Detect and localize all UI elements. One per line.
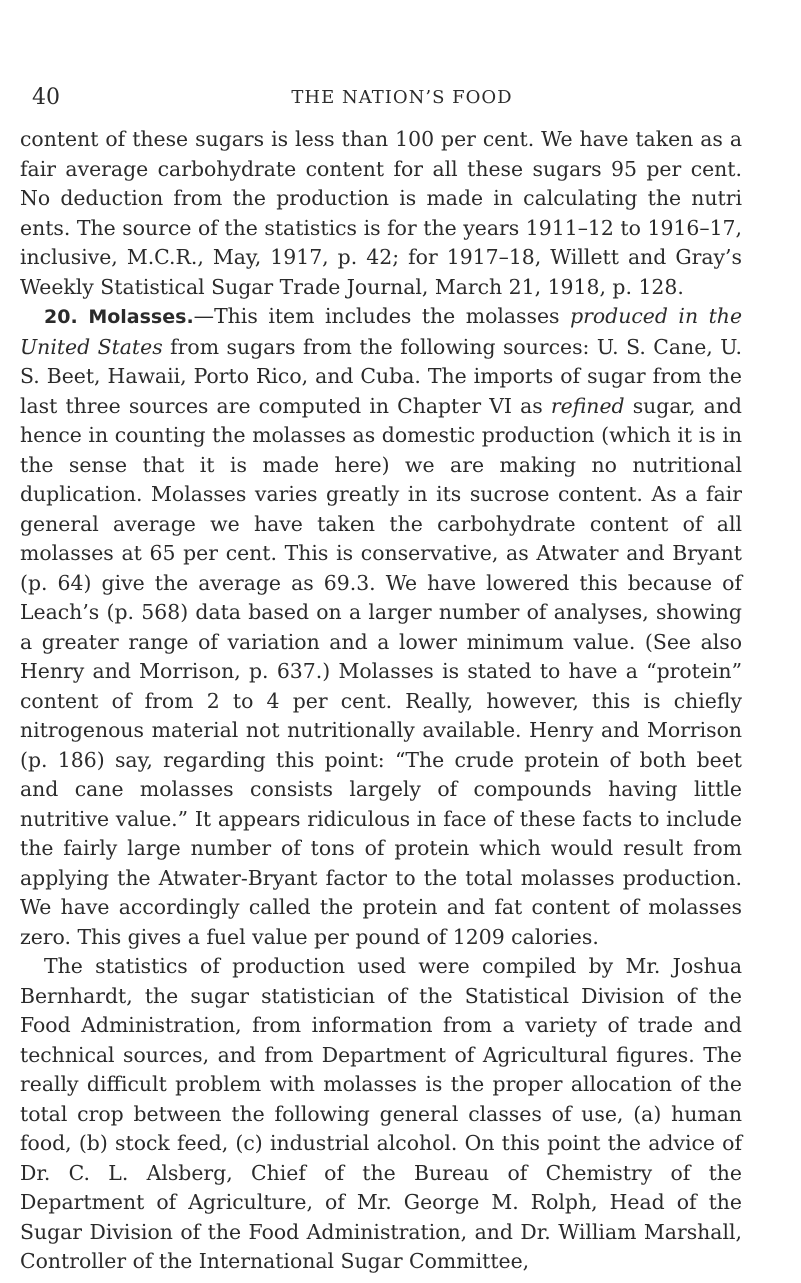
molasses-emphasis-refined: refined — [550, 393, 625, 418]
paragraph-sugar-continuation: content of these sugars is less than 100 per cent. We have taken as a fair average carbohydrate content for all these sugars 95 per cent. No deduction from the production is made in calculating the nutri ents. The source of the statistics is for the years 1911–12 to 1916–17, inclusive, M.C.R., May, 1917, p. 42; for 1917–18, Willett and Gray’s Weekly Statistical Sugar Trade Journal, March 21, 1918, p. 128. — [20, 127, 742, 299]
body-text — [20, 125, 742, 1277]
molasses-text-c: sugar, and hence in counting the molasses as domestic production (which it is in the sense that it is made here) we are making no nutritional duplication. Molasses varies greatly in its sucrose content. As a fair general average we have taken the carbohydrate content of all molasses at 65 per cent. This is conservative, as Atwater and Bryant (p. 64) give the average as 69.3. We have lowered this because of Leach’s (p. 568) data based on a larger number of analyses, showing a greater range of variation and a lower minimum value. (See also Henry and Morrison, p. 637.) Molasses is stated to have a “protein” content of from 2 to 4 per cent. Really, however, this is chiefly nitrogenous material not nutritionally available. Henry and Morrison (p. 186) say, regarding this point: “The crude protein of both beet and cane molasses consists largely of compounds having little nutritive value.” It appears ridiculous in face of these facts to include the fairly large number of tons of protein which would result from applying the Atwater-Bryant factor to the total molasses production. We have accordingly called the protein and fat content of molasses zero. This gives a fuel value per pound of 1209 calories. — [20, 393, 742, 949]
page-number: 40 — [32, 85, 60, 110]
molasses-text-a: —This item includes the molasses — [193, 304, 571, 328]
molasses-emphasis-produced: produced in the United States — [20, 304, 743, 359]
running-title: THE NATION’S FOOD — [291, 87, 513, 108]
running-head — [32, 86, 772, 116]
paragraph-statistics: The statistics of production used were compiled by Mr. Joshua Bernhardt, the sugar statistician of the Statistical Division of the Food Administration, from information from a variety of trade and technical sources, and from Department of Agricultural figures. The really difficult problem with molasses is the proper allocation of the total crop between the following general classes of use, (a) human food, (b) stock feed, (c) industrial alcohol. On this point the advice of Dr. C. L. Alsberg, Chief of the Bureau of Chemistry of the Department of Agriculture, of Mr. George M. Rolph, Head of the Sugar Division of the Food Administration, and Dr. William Marshall, Controller of the International Sugar Committee, — [20, 954, 742, 1273]
paragraph-molasses — [20, 302, 742, 952]
section-heading-molasses: 20. Molasses. — [44, 306, 194, 328]
molasses-text-b: from sugars from the following sources: U. S. Cane, U. S. Beet, Hawaii, Porto Rico, and Cuba. The imports of sugar from the last three sources are computed in Chapter VI as — [20, 334, 742, 418]
